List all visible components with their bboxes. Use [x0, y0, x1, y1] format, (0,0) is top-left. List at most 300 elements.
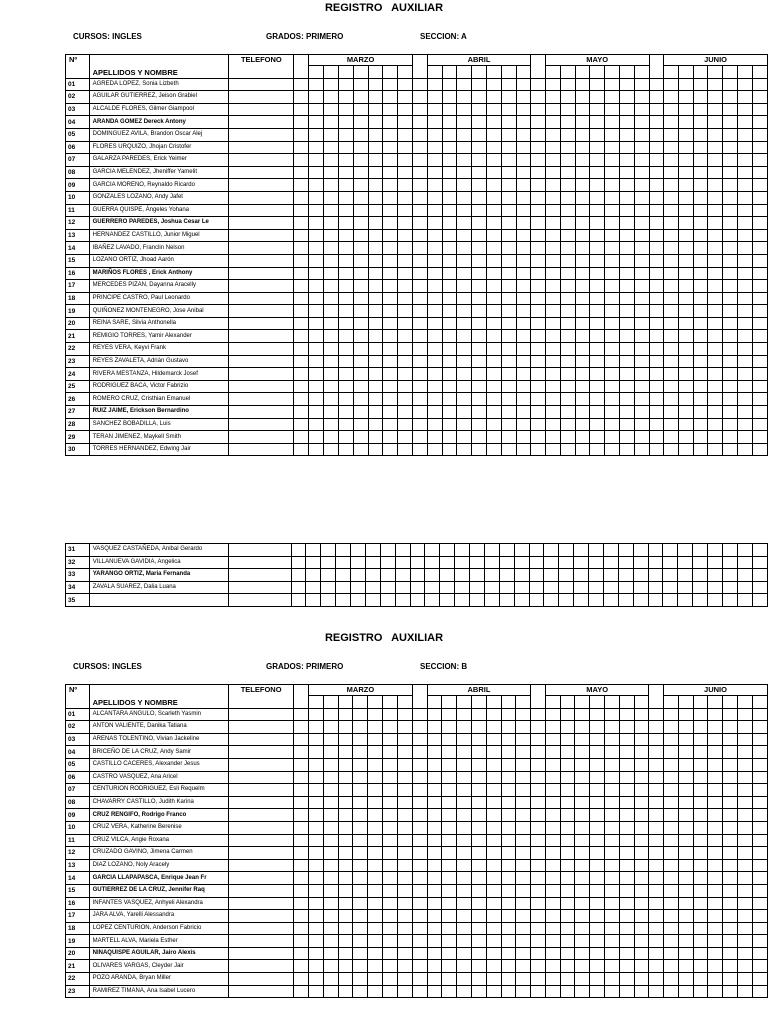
grade-cell [323, 910, 338, 923]
grade-cell [457, 380, 472, 393]
student-row [66, 758, 768, 771]
student-phone [229, 985, 294, 998]
student-number: 05 [66, 758, 90, 771]
grade-cell [338, 796, 353, 809]
grade-cell [516, 179, 531, 192]
grade-cell [590, 847, 605, 860]
grade-cell [545, 721, 560, 734]
grade-cell [368, 91, 383, 104]
student-number: 13 [66, 229, 90, 242]
grade-cell [605, 406, 620, 419]
grade-cell [738, 733, 753, 746]
grade-cell [516, 431, 531, 444]
grade-cell [752, 708, 767, 721]
grade-cell [309, 229, 324, 242]
grade-cell [427, 973, 442, 986]
grade-cell [472, 280, 487, 293]
grade-cell [368, 947, 383, 960]
grade-cell [486, 267, 501, 280]
grade-cell [338, 229, 353, 242]
student-number: 09 [66, 179, 90, 192]
grade-cell [723, 254, 738, 267]
grade-cell [590, 431, 605, 444]
student-name: ROMERO CRUZ, Cristhian Emanuel [89, 393, 229, 406]
grade-cell [457, 154, 472, 167]
grade-cell [708, 935, 723, 948]
grade-cell [309, 242, 324, 255]
grade-cell [442, 859, 457, 872]
student-row [66, 721, 768, 734]
grade-cell [323, 758, 338, 771]
grade-cell [678, 380, 693, 393]
grade-cell [560, 443, 575, 456]
grade-cell [427, 418, 442, 431]
grade-cell [427, 922, 442, 935]
grade-cell [545, 317, 560, 330]
grade-cell [619, 355, 634, 368]
header-grade-cell [738, 66, 753, 79]
grade-cell [575, 254, 590, 267]
header-grade-cell [457, 696, 472, 709]
grade-cell [472, 166, 487, 179]
student-number: 18 [66, 292, 90, 305]
grade-cell [531, 973, 546, 986]
grade-cell [664, 141, 679, 154]
grade-cell [693, 91, 708, 104]
grade-cell [605, 229, 620, 242]
student-row [66, 985, 768, 998]
grade-cell [514, 556, 529, 569]
grade-cell [486, 721, 501, 734]
grade-cell [351, 556, 366, 569]
grade-cell [531, 355, 546, 368]
grade-cell [398, 380, 413, 393]
grade-cell [531, 746, 546, 759]
grade-cell [664, 217, 679, 230]
grade-cell [457, 292, 472, 305]
grade-cell [472, 393, 487, 406]
grade-cell [484, 544, 499, 557]
header-number: Nº [66, 55, 90, 79]
grade-cell [383, 847, 398, 860]
grade-cell [575, 973, 590, 986]
grade-cell [323, 935, 338, 948]
grade-cell [738, 922, 753, 935]
grade-cell [752, 733, 767, 746]
header-grade-cell [560, 66, 575, 79]
student-name: CRUZ VERA, Katherine Berenise [89, 821, 228, 834]
grade-cell [633, 544, 648, 557]
grade-cell [338, 922, 353, 935]
grade-cell [619, 897, 634, 910]
grade-cell [531, 884, 546, 897]
grade-cell [413, 859, 428, 872]
grade-cell [605, 141, 620, 154]
grade-cell [619, 380, 634, 393]
grade-cell [413, 746, 428, 759]
student-row [66, 204, 768, 217]
grade-cell [368, 393, 383, 406]
grade-cell [353, 897, 368, 910]
student-row [66, 594, 768, 607]
grade-cell [309, 280, 324, 293]
header-grade-cell [294, 696, 309, 709]
student-number: 30 [66, 443, 90, 456]
grade-cell [664, 809, 679, 822]
grade-cell [531, 267, 546, 280]
header-gap [531, 685, 546, 696]
grade-cell [723, 884, 738, 897]
grade-cell [501, 343, 516, 356]
grade-cell [693, 556, 708, 569]
grade-cell [559, 556, 574, 569]
grade-cell [752, 872, 767, 885]
grade-cell [294, 280, 309, 293]
grade-cell [383, 947, 398, 960]
grade-cell [708, 179, 723, 192]
grade-cell [708, 834, 723, 847]
grade-cell [589, 556, 604, 569]
grade-cell [323, 985, 338, 998]
grade-cell [738, 292, 753, 305]
grade-cell [413, 242, 428, 255]
grade-cell [708, 368, 723, 381]
grade-cell [338, 910, 353, 923]
grade-cell [398, 443, 413, 456]
grade-cell [738, 418, 753, 431]
grade-cell [516, 128, 531, 141]
grade-cell [531, 910, 546, 923]
grade-cell [738, 758, 753, 771]
grade-cell [693, 406, 708, 419]
student-name: ALCALDE FLORES, Gilmer Giampool [89, 103, 229, 116]
student-row [66, 229, 768, 242]
student-name: GARCIA MORENO, Reynaldo Ricardo [89, 179, 229, 192]
grade-cell [664, 128, 679, 141]
student-row [66, 872, 768, 885]
header-telefono: TELEFONO [229, 685, 294, 696]
grade-cell [723, 91, 738, 104]
grade-cell [501, 733, 516, 746]
grade-cell [664, 267, 679, 280]
grade-cell [410, 581, 425, 594]
grade-cell [365, 544, 380, 557]
grade-cell [501, 821, 516, 834]
grade-cell [738, 330, 753, 343]
student-row [66, 128, 768, 141]
grade-cell [545, 116, 560, 129]
grade-cell [398, 872, 413, 885]
grade-cell [338, 368, 353, 381]
grade-cell [338, 305, 353, 318]
grade-cell [560, 254, 575, 267]
header-grade-cell [368, 66, 383, 79]
grade-cell [294, 91, 309, 104]
grade-cell [738, 784, 753, 797]
student-row [66, 116, 768, 129]
grade-cell [737, 569, 752, 582]
grade-cell [380, 556, 395, 569]
grade-cell [545, 368, 560, 381]
student-phone [229, 556, 291, 569]
student-number: 06 [66, 771, 90, 784]
grade-cell [752, 910, 767, 923]
grade-cell [693, 431, 708, 444]
grade-cell [752, 166, 767, 179]
grade-cell [634, 406, 649, 419]
grade-cell [368, 305, 383, 318]
grade-cell [308, 809, 323, 822]
grade-cell [752, 128, 767, 141]
student-row [66, 191, 768, 204]
grade-cell [338, 746, 353, 759]
grade-cell [368, 973, 383, 986]
grade-cell [634, 746, 649, 759]
grade-cell [486, 872, 501, 885]
grade-cell [442, 809, 457, 822]
student-number: 07 [66, 784, 90, 797]
grade-cell [605, 847, 620, 860]
grade-cell [531, 191, 546, 204]
grade-cell [708, 406, 723, 419]
grade-cell [442, 242, 457, 255]
grade-cell [294, 78, 309, 91]
grade-cell [575, 431, 590, 444]
grade-cell [678, 935, 693, 948]
student-number: 11 [66, 204, 90, 217]
grade-cell [383, 922, 398, 935]
grade-cell [634, 796, 649, 809]
grade-cell [708, 128, 723, 141]
grade-cell [442, 343, 457, 356]
grade-cell [545, 960, 560, 973]
student-name: JARA ALVA, Yarelli Alessandra [89, 910, 228, 923]
grade-cell [308, 721, 323, 734]
grade-cell [575, 758, 590, 771]
grade-cell [383, 179, 398, 192]
grade-cell [501, 179, 516, 192]
grade-cell [427, 116, 442, 129]
grade-cell [723, 141, 738, 154]
student-name: VILLANUEVA GAVIDIA, Angelica [89, 556, 229, 569]
header-junio: JUNIO [664, 55, 768, 66]
grade-cell [590, 721, 605, 734]
grade-cell [738, 985, 753, 998]
grade-cell [308, 758, 323, 771]
grade-cell [605, 985, 620, 998]
grade-cell [294, 834, 309, 847]
student-phone [229, 317, 294, 330]
grade-cell [531, 103, 546, 116]
grade-cell [708, 721, 723, 734]
grade-cell [516, 746, 531, 759]
grade-cell [442, 103, 457, 116]
grade-cell [338, 154, 353, 167]
grade-cell [413, 179, 428, 192]
grade-cell [752, 380, 767, 393]
grade-cell [664, 78, 679, 91]
grade-cell [560, 229, 575, 242]
grade-cell [308, 935, 323, 948]
grade-cell [723, 305, 738, 318]
grade-cell [353, 809, 368, 822]
student-number: 18 [66, 922, 90, 935]
grade-cell [427, 267, 442, 280]
grade-cell [678, 872, 693, 885]
grade-cell [619, 985, 634, 998]
header-grade-cell [605, 66, 620, 79]
grade-cell [501, 78, 516, 91]
grade-cell [486, 380, 501, 393]
grade-cell [618, 594, 633, 607]
grade-cell [664, 897, 679, 910]
grade-cell [486, 305, 501, 318]
grade-cell [410, 594, 425, 607]
grade-cell [501, 771, 516, 784]
grade-cell [738, 229, 753, 242]
grade-cell [309, 317, 324, 330]
student-number: 26 [66, 393, 90, 406]
grade-cell [472, 935, 487, 948]
grade-cell [649, 217, 664, 230]
grade-cell [398, 910, 413, 923]
grade-cell [678, 897, 693, 910]
grade-cell [457, 859, 472, 872]
student-row [66, 292, 768, 305]
grade-cell [368, 368, 383, 381]
grade-cell [664, 229, 679, 242]
grade-cell [398, 733, 413, 746]
grade-cell [708, 884, 723, 897]
grade-cell [383, 935, 398, 948]
student-number: 25 [66, 380, 90, 393]
student-row [66, 796, 768, 809]
grade-cell [560, 985, 575, 998]
grade-cell [531, 141, 546, 154]
grade-cell [722, 594, 737, 607]
grade-cell [309, 431, 324, 444]
header-marzo: MARZO [309, 55, 413, 66]
grade-cell [383, 368, 398, 381]
grade-cell [457, 922, 472, 935]
grade-cell [323, 746, 338, 759]
grade-cell [560, 872, 575, 885]
grade-cell [501, 922, 516, 935]
grade-cell [309, 418, 324, 431]
grade-cell [365, 556, 380, 569]
student-phone [229, 280, 294, 293]
grade-cell [603, 594, 618, 607]
grade-cell [560, 922, 575, 935]
grade-cell [457, 305, 472, 318]
grade-cell [590, 821, 605, 834]
student-number: 03 [66, 103, 90, 116]
grade-cell [723, 317, 738, 330]
grade-cell [353, 834, 368, 847]
header-grade-cell [708, 66, 723, 79]
grade-cell [323, 267, 338, 280]
grade-cell [619, 708, 634, 721]
grade-cell [531, 708, 546, 721]
grade-cell [516, 406, 531, 419]
grade-cell [442, 771, 457, 784]
grade-cell [309, 380, 324, 393]
grade-cell [413, 368, 428, 381]
grade-cell [501, 141, 516, 154]
grade-cell [383, 733, 398, 746]
grade-cell [323, 960, 338, 973]
student-name: MERCEDES PIZAN, Dayanna Aracelly [89, 280, 229, 293]
grade-cell [323, 330, 338, 343]
student-phone [229, 834, 294, 847]
grade-cell [338, 985, 353, 998]
grade-cell [678, 343, 693, 356]
grade-cell [678, 721, 693, 734]
grade-cell [353, 418, 368, 431]
grade-cell [723, 746, 738, 759]
grade-cell [664, 758, 679, 771]
grade-cell [413, 380, 428, 393]
grade-cell [516, 280, 531, 293]
grade-cell [605, 746, 620, 759]
student-number: 04 [66, 116, 90, 129]
grade-cell [560, 330, 575, 343]
grade-cell [383, 721, 398, 734]
grade-cell [738, 103, 753, 116]
grade-cell [560, 406, 575, 419]
grade-cell [590, 292, 605, 305]
grade-cell [708, 872, 723, 885]
grade-cell [708, 544, 723, 557]
grade-cell [442, 116, 457, 129]
grade-cell [294, 960, 309, 973]
grade-cell [664, 116, 679, 129]
grade-cell [723, 859, 738, 872]
grade-cell [368, 872, 383, 885]
student-number: 22 [66, 343, 90, 356]
grade-cell [634, 733, 649, 746]
grade-cell [413, 733, 428, 746]
grade-cell [516, 910, 531, 923]
grade-cell [398, 973, 413, 986]
grade-cell [501, 443, 516, 456]
grade-cell [693, 973, 708, 986]
grade-cell [413, 872, 428, 885]
grade-cell [398, 179, 413, 192]
grade-cell [649, 78, 664, 91]
grade-cell [427, 292, 442, 305]
grade-cell [410, 544, 425, 557]
grade-cell [457, 393, 472, 406]
grade-cell [752, 355, 767, 368]
grade-cell [663, 569, 678, 582]
grade-cell [575, 847, 590, 860]
grade-cell [619, 368, 634, 381]
grade-cell [575, 280, 590, 293]
header-grade-cell [590, 66, 605, 79]
grade-cell [323, 204, 338, 217]
grade-cell [678, 708, 693, 721]
grade-cell [413, 834, 428, 847]
grade-cell [323, 380, 338, 393]
grade-cell [470, 556, 485, 569]
grade-cell [353, 922, 368, 935]
grade-cell [413, 406, 428, 419]
grade-cell [427, 242, 442, 255]
grade-cell [486, 847, 501, 860]
grade-cell [708, 229, 723, 242]
student-name: CHAVARRY CASTILLO, Judith Karina [89, 796, 228, 809]
